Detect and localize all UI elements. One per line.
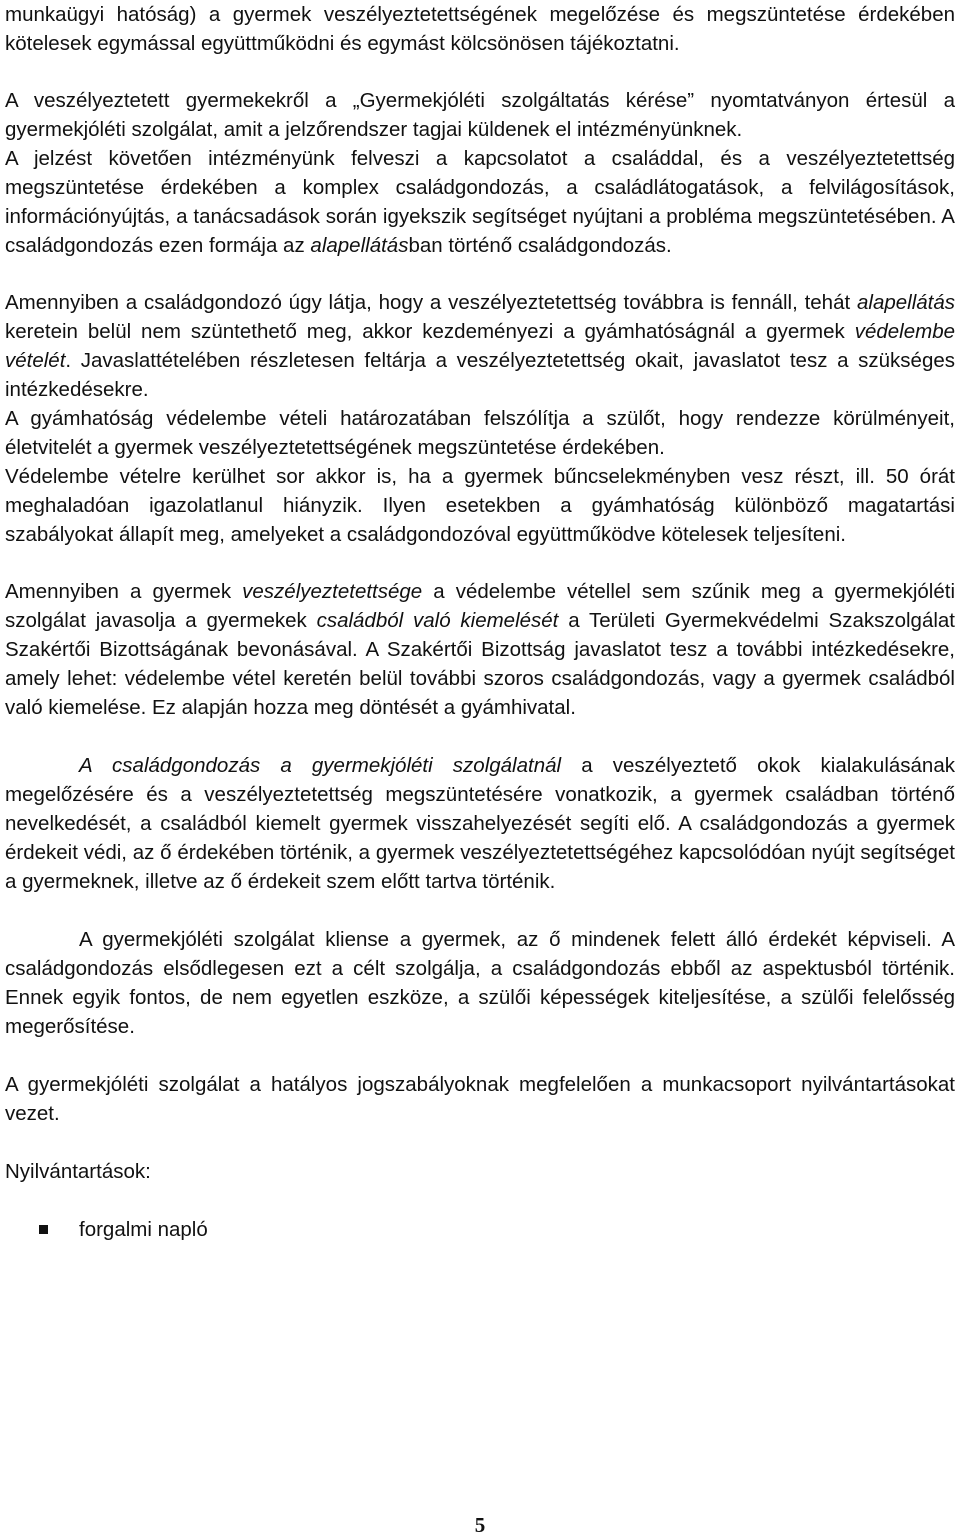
text-segment-italic: védelembe vételét — [5, 320, 955, 372]
text-segment-italic: alapellátás — [856, 291, 955, 314]
list-item — [5, 1215, 955, 1244]
paragraph-protection-initiation — [5, 288, 955, 404]
text-segment: Védelembe vételre kerülhet sor akkor is, ha a gyermek bűncselekményben vesz részt, ill. 50 órát meghaladóan igazolatlanul hiányzik. Ilyen esetekben a gyámhatóság különböző magatartási szabályokat állapít meg, amelyeket a családgondozóval együttműködve kötelesek teljesíteni. — [5, 465, 955, 546]
list-item-label: forgalmi napló — [79, 1218, 208, 1241]
page-number: 5 — [474, 1513, 486, 1537]
text-segment: munkaügyi hatóság) a gyermek veszélyeztetettségének megelőzése és megszüntetése érdekében kötelesek egymással együttműködni és egymást kölcsönösen tájékoztatni. — [5, 3, 955, 55]
text-segment: . Javaslattételében részletesen feltárja a veszélyeztetettség okait, javaslatot tesz a szükséges intézkedésekre. — [5, 349, 955, 401]
text-segment-italic: alapellátás — [310, 234, 409, 257]
paragraph-records-heading — [5, 1157, 955, 1186]
text-segment: Amennyiben a gyermek — [5, 580, 243, 603]
text-segment-italic: A családgondozás a gyermekjóléti szolgálatnál — [79, 754, 562, 777]
paragraph-intro — [5, 0, 955, 58]
records-list — [5, 1215, 955, 1244]
paragraph-records — [5, 1070, 955, 1128]
paragraph-removal — [5, 577, 955, 722]
paragraph-signal — [5, 144, 955, 260]
text-segment: a veszélyeztető okok kialakulásának megelőzésére és a veszélyeztetettség megszüntetésére vonatkozik, a gyermek családban történő nevelkedését, a családból kiemelt gyermek visszahelyezését segíti elő. A családgondozás a gyermek érdekeit védi, az ő érdekében történik, a gyermek veszélyeztetettségéhez kapcsolódóan nyújt segítséget a gyermeknek, illetve az ő érdekeit szem előtt tartva történik. — [5, 754, 955, 893]
text-segment: Nyilvántartások: — [5, 1160, 151, 1183]
text-segment: A gyámhatóság védelembe vételi határozatában felszólítja a szülőt, hogy rendezze körülményeit, életvitelét a gyermek veszélyeztetettségének megszüntetése érdekében. — [5, 407, 955, 459]
text-segment: A jelzést követően intézményünk felveszi a kapcsolatot a családdal, és a veszélyeztetettség megszüntetése érdekében a komplex családgondozás, a családlátogatások, a felvilágosítások, információnyújtás, a tanácsadások során igyekszik segítséget nyújtani a probléma megszüntetésében. A családgondozás ezen formája az — [5, 147, 955, 257]
text-segment: A veszélyeztetett gyermekekről a „Gyermekjóléti szolgáltatás kérése” nyomtatványon értesül a gyermekjóléti szolgálat, amit a jelzőrendszer tagjai küldenek el intézményünknek. — [5, 89, 955, 141]
text-segment: a védelembe vétellel sem szűnik meg a gyermekjóléti szolgálat javasolja a gyermekek — [5, 580, 955, 632]
text-segment: A gyermekjóléti szolgálat kliense a gyermek, az ő mindenek felett álló érdekét képviseli. A családgondozás elsődlegesen ezt a célt szolgálja, a családgondozás ebből az aspektusból történik. Ennek egyik fontos, de nem egyetlen eszköze, a szülői képességek kiteljesítése, a szülői felelősség megerősítése. — [5, 928, 955, 1038]
text-segment: keretein belül nem szüntethető meg, akkor kezdeményezi a gyámhatóságnál a gyermek — [5, 320, 855, 343]
paragraph-guardianship-decision — [5, 404, 955, 462]
text-segment: ban történő családgondozás. — [408, 234, 672, 257]
text-segment: a Területi Gyermekvédelmi Szakszolgálat Szakértői Bizottságának bevonásával. A Szakértői Bizottság javaslatot tesz a további intézkedésekre, amely lehet: védelembe vétel keretén belül további szoros családgondozás, vagy a gyermek családból való kiemelése. Ez alapján hozza meg döntését a gyámhivatal. — [5, 609, 955, 719]
paragraph-protection-cases — [5, 462, 955, 549]
paragraph-client — [5, 925, 955, 1041]
paragraph-notification — [5, 86, 955, 144]
square-bullet-icon — [39, 1225, 48, 1234]
paragraph-family-care-definition — [5, 751, 955, 896]
text-segment: Amennyiben a családgondozó úgy látja, hogy a veszélyeztetettség továbbra is fennáll, tehát — [5, 291, 857, 314]
document-page — [5, 0, 955, 1244]
text-segment-italic: veszélyeztetettsége — [242, 580, 423, 603]
text-segment-italic: családból való kiemelését — [316, 609, 559, 632]
text-segment: A gyermekjóléti szolgálat a hatályos jogszabályoknak megfelelően a munkacsoport nyilvántartásokat vezet. — [5, 1073, 955, 1125]
